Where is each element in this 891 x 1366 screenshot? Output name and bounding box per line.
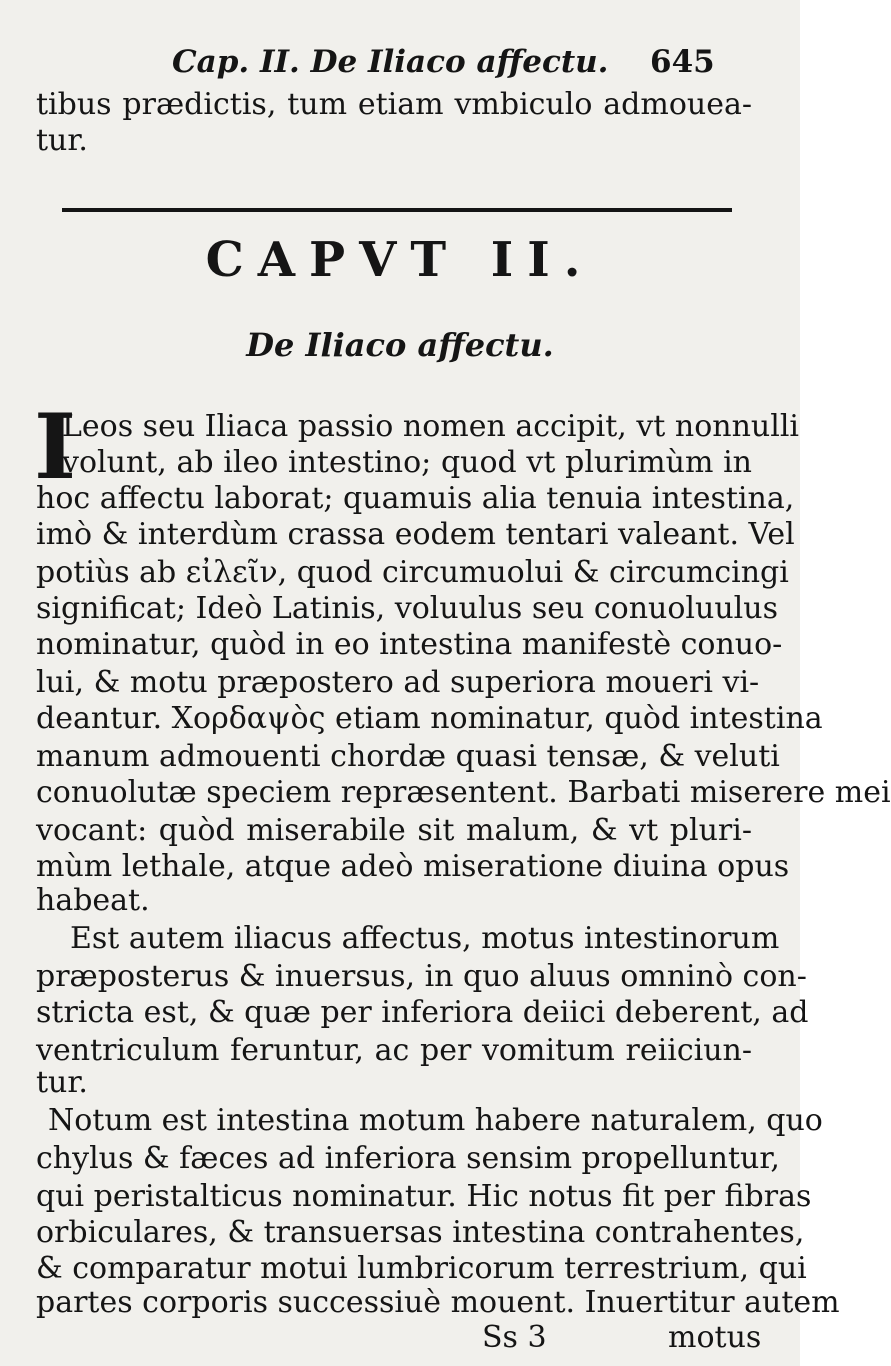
chapter-subtitle: De Iliaco affectu. <box>246 326 554 364</box>
body-line: partes corporis successiuè mouent. Inuertitur autem <box>36 1285 840 1320</box>
body-line: chylus & fæces ad inferiora sensim propelluntur, <box>36 1141 780 1176</box>
body-line: imò & interdùm crassa eodem tentari valeant. Vel <box>36 517 795 552</box>
catchword: motus <box>668 1320 762 1355</box>
running-head-title: Cap. II. De Iliaco affectu. <box>172 44 609 80</box>
body-line: & comparatur motui lumbricorum terrestrium, qui <box>36 1251 807 1286</box>
carryover-line-2: tur. <box>36 123 88 158</box>
running-head <box>172 44 772 80</box>
body-line: lui, & motu præpostero ad superiora moueri vi- <box>36 665 760 700</box>
body-line: significat; Ideò Latinis, voluulus seu conuoluulus <box>36 591 778 626</box>
body-line: qui peristalticus nominatur. Hic notus fit per fibras <box>36 1179 812 1214</box>
page-number: 645 <box>650 44 715 80</box>
body-line: Leos seu Iliaca passio nomen accipit, vt nonnulli <box>62 409 800 444</box>
body-line: Notum est intestina motum habere naturalem, quo <box>48 1103 823 1138</box>
body-line: deantur. Χορδαψὸς etiam nominatur, quòd intestina <box>36 701 823 736</box>
body-line: vocant: quòd miserabile sit malum, & vt pluri- <box>36 813 752 848</box>
body-line: potiùs ab εἰλεῖν, quod circumuolui & circumcingi <box>36 555 789 590</box>
body-line: tur. <box>36 1065 88 1100</box>
section-rule <box>62 208 732 212</box>
body-line: volunt, ab ileo intestino; quod vt plurimùm in <box>62 445 752 480</box>
body-line: ventriculum feruntur, ac per vomitum reiiciun- <box>36 1033 752 1068</box>
body-line: conuolutæ speciem repræsentent. Barbati miserere mei <box>36 775 891 810</box>
chapter-heading: CAPVT II. <box>205 232 595 288</box>
body-line: mùm lethale, atque adeò miseratione diuina opus <box>36 849 790 884</box>
body-line: Est autem iliacus affectus, motus intestinorum <box>70 921 780 956</box>
body-line: præposterus & inuersus, in quo aluus omninò con- <box>36 959 807 994</box>
signature-mark: Ss 3 <box>482 1320 547 1355</box>
body-line: orbiculares, & transuersas intestina contrahentes, <box>36 1215 805 1250</box>
body-line: manum admouenti chordæ quasi tensæ, & veluti <box>36 739 780 774</box>
body-line: nominatur, quòd in eo intestina manifestè conuo- <box>36 627 783 662</box>
drop-capital: I <box>34 394 77 500</box>
body-line: hoc affectu laborat; quamuis alia tenuia intestina, <box>36 481 795 516</box>
carryover-line-1: tibus prædictis, tum etiam vmbiculo admouea- <box>36 87 752 122</box>
body-line: stricta est, & quæ per inferiora deiici deberent, ad <box>36 995 809 1030</box>
body-line: habeat. <box>36 883 150 918</box>
